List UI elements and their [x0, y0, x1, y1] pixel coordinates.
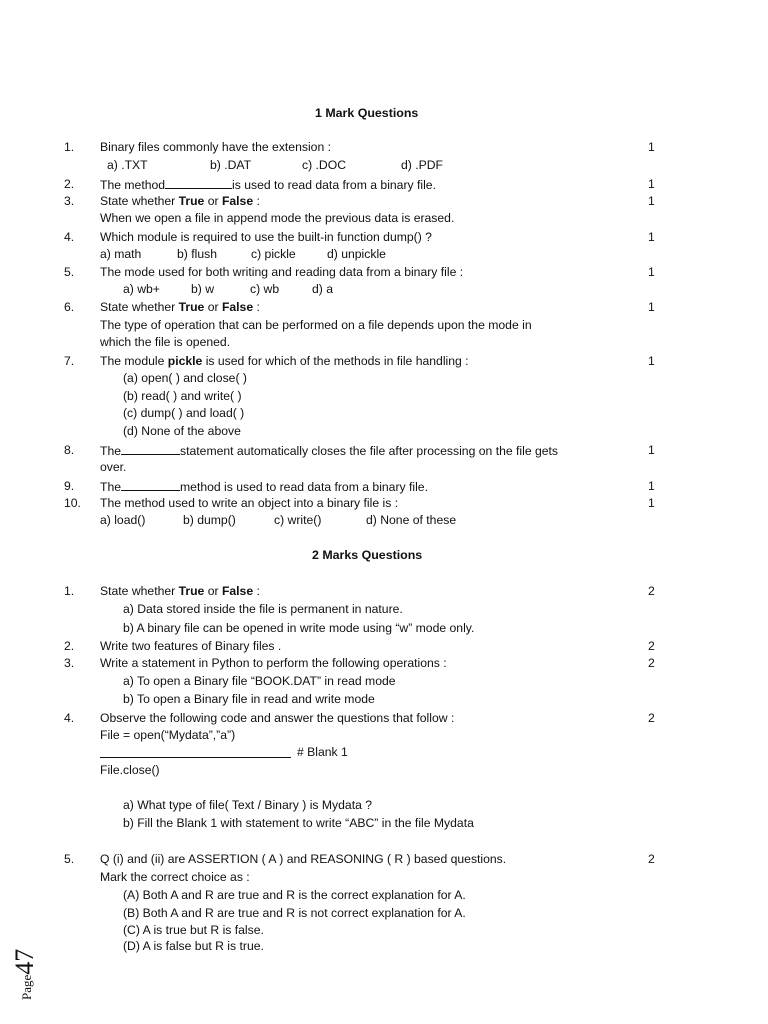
question-text-end: statement automatically closes the file after processing on the file gets — [180, 444, 559, 458]
question-text — [100, 583, 260, 599]
sub-question: a) Data stored inside the file is permanent in nature. — [123, 602, 403, 616]
text: The module — [100, 354, 168, 368]
question-text: Write two features of Binary files . — [100, 639, 282, 653]
page-number — [10, 949, 40, 1000]
question-marks: 1 — [648, 496, 655, 510]
option: (a) open( ) and close( ) — [123, 371, 247, 385]
question-marks: 1 — [648, 265, 655, 279]
option: (c) dump( ) and load( ) — [123, 406, 245, 420]
question-number: 1. — [64, 140, 75, 154]
text: or — [204, 300, 222, 314]
option: c) write() — [274, 513, 322, 527]
bold-pickle: pickle — [167, 354, 203, 368]
question-number: 5. — [64, 852, 75, 866]
option: b) w — [191, 282, 215, 296]
question-number: 3. — [64, 656, 75, 670]
code-comment: # Blank 1 — [297, 745, 348, 759]
question-text: Observe the following code and answer the questions that follow : — [100, 711, 455, 725]
question-number: 4. — [64, 230, 75, 244]
question-marks: 1 — [648, 140, 655, 154]
fill-blank — [165, 176, 232, 189]
question-text — [100, 176, 436, 193]
question-text-start: The method — [100, 178, 166, 192]
question-number: 2. — [64, 639, 75, 653]
question-text: The mode used for both writing and reading data from a binary file : — [100, 265, 464, 279]
text: or — [204, 194, 222, 208]
text: : — [253, 194, 260, 208]
question-marks: 2 — [648, 584, 655, 598]
question-marks: 1 — [648, 194, 655, 208]
question-text — [100, 193, 260, 209]
sub-question: b) A binary file can be opened in write mode using “w” mode only. — [123, 621, 475, 635]
statement-text: which the file is opened. — [100, 335, 231, 349]
question-number: 5. — [64, 265, 75, 279]
bold-false: False — [221, 584, 254, 598]
question-number: 3. — [64, 194, 75, 208]
bold-true: True — [178, 300, 205, 314]
option: c) pickle — [251, 247, 296, 261]
option: (b) read( ) and write( ) — [123, 389, 242, 403]
option: d) None of these — [366, 513, 457, 527]
question-marks: 1 — [648, 354, 655, 368]
sub-question: a) What type of file( Text / Binary ) is Mydata ? — [123, 798, 373, 812]
statement-text: over. — [100, 460, 127, 474]
bold-false: False — [221, 194, 254, 208]
question-text-end: is used to read data from a binary file. — [232, 178, 436, 192]
question-number: 6. — [64, 300, 75, 314]
question-text-start: The — [100, 444, 122, 458]
option: a) math — [100, 247, 142, 261]
question-text: Binary files commonly have the extension : — [100, 140, 331, 154]
bold-true: True — [178, 584, 205, 598]
question-text — [100, 478, 428, 495]
option: d) .PDF — [401, 158, 443, 172]
sub-question: b) Fill the Blank 1 with statement to write “ABC” in the file Mydata — [123, 816, 474, 830]
statement-text: When we open a file in append mode the previous data is erased. — [100, 211, 455, 225]
question-text-end: method is used to read data from a binary file. — [180, 480, 428, 494]
question-marks: 1 — [648, 230, 655, 244]
question-marks: 1 — [648, 300, 655, 314]
question-number: 9. — [64, 479, 75, 493]
option: (A) Both A and R are true and R is the correct explanation for A. — [123, 888, 466, 902]
question-text-start: The — [100, 480, 122, 494]
option: (D) A is false but R is true. — [123, 939, 264, 953]
bold-false: False — [221, 300, 254, 314]
option: b) flush — [177, 247, 217, 261]
question-text — [100, 442, 558, 459]
option: a) wb+ — [123, 282, 160, 296]
text: is used for which of the methods in file handling : — [202, 354, 469, 368]
question-marks: 1 — [648, 443, 655, 457]
text: State whether — [100, 584, 179, 598]
option: (d) None of the above — [123, 424, 241, 438]
fill-blank — [121, 478, 180, 491]
text: or — [204, 584, 222, 598]
question-marks: 1 — [648, 177, 655, 191]
question-text — [100, 353, 469, 369]
sub-question: b) To open a Binary file in read and write mode — [123, 692, 375, 706]
question-number: 10. — [64, 496, 81, 510]
question-text — [100, 299, 260, 315]
text: : — [253, 584, 260, 598]
statement-text: Mark the correct choice as : — [100, 870, 250, 884]
page-number-value: 47 — [10, 948, 39, 975]
question-number: 2. — [64, 177, 75, 191]
question-marks: 2 — [648, 852, 655, 866]
section-title-2-marks: 2 Marks Questions — [312, 548, 423, 562]
question-text: The method used to write an object into a binary file is : — [100, 496, 399, 510]
question-marks: 2 — [648, 656, 655, 670]
text: State whether — [100, 300, 179, 314]
question-text: Which module is required to use the built-in function dump() ? — [100, 230, 432, 244]
option: a) .TXT — [107, 158, 148, 172]
question-number: 4. — [64, 711, 75, 725]
option: c) .DOC — [302, 158, 347, 172]
question-number: 8. — [64, 443, 75, 457]
option: (B) Both A and R are true and R is not correct explanation for A. — [123, 906, 466, 920]
code-blank-line — [100, 757, 291, 758]
question-number: 1. — [64, 584, 75, 598]
statement-text: The type of operation that can be performed on a file depends upon the mode in — [100, 318, 532, 332]
option: a) load() — [100, 513, 146, 527]
option: d) a — [312, 282, 334, 296]
page-word: Page — [19, 974, 34, 1000]
question-text: Write a statement in Python to perform the following operations : — [100, 656, 447, 670]
code-line: File = open(“Mydata”,”a”) — [100, 728, 236, 742]
option: b) .DAT — [210, 158, 252, 172]
text: State whether — [100, 194, 179, 208]
fill-blank — [121, 442, 180, 455]
section-title-1-mark: 1 Mark Questions — [315, 106, 419, 120]
question-text: Q (i) and (ii) are ASSERTION ( A ) and REASONING ( R ) based questions. — [100, 852, 507, 866]
option: d) unpickle — [327, 247, 386, 261]
option: (C) A is true but R is false. — [123, 923, 264, 937]
question-marks: 1 — [648, 479, 655, 493]
sub-question: a) To open a Binary file “BOOK.DAT” in read mode — [123, 674, 396, 688]
option: b) dump() — [183, 513, 236, 527]
bold-true: True — [178, 194, 205, 208]
question-marks: 2 — [648, 639, 655, 653]
code-line: File.close() — [100, 763, 160, 777]
option: c) wb — [250, 282, 280, 296]
question-number: 7. — [64, 354, 75, 368]
text: : — [253, 300, 260, 314]
question-marks: 2 — [648, 711, 655, 725]
